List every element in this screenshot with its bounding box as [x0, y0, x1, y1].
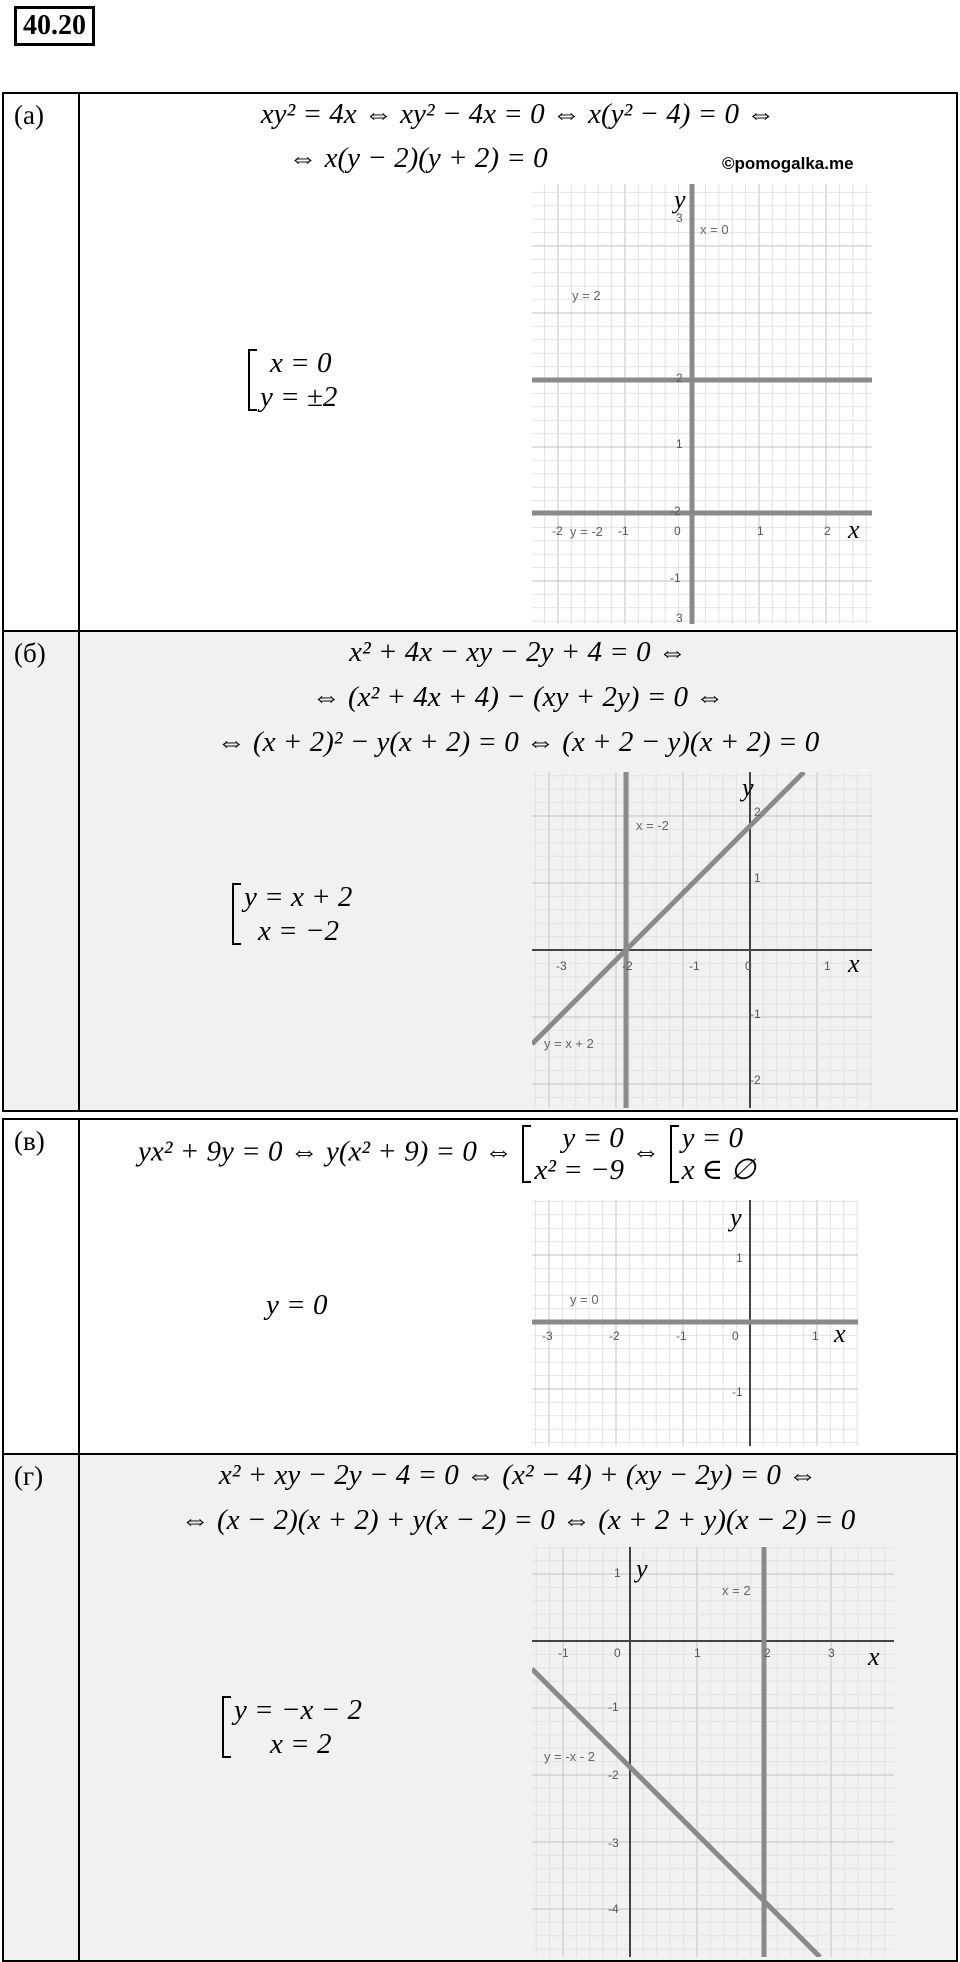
y-axis-label: y — [674, 185, 686, 214]
y-axis-label: y — [742, 773, 754, 802]
part-label: (а) — [14, 100, 44, 130]
x-tick: 3 — [828, 1646, 835, 1660]
y-axis-label: y — [636, 1554, 648, 1583]
y-tick: 2 — [676, 371, 683, 385]
answer-system — [220, 1693, 362, 1761]
answer-line: x = 0 — [270, 347, 332, 379]
x-tick: -1 — [618, 524, 629, 538]
graph-a — [532, 184, 872, 624]
graph-a-canvas — [532, 184, 872, 624]
y-tick: -4 — [608, 1902, 619, 1916]
x-tick: 0 — [732, 1329, 739, 1343]
y-tick: 1 — [754, 871, 761, 885]
part-label: (в) — [14, 1126, 45, 1156]
line-label: y = -x - 2 — [544, 1749, 595, 1764]
graph-line-y-x-2 — [532, 1669, 820, 1957]
system-line: x² = −9 — [534, 1154, 625, 1186]
x-axis-label: x — [834, 1319, 846, 1348]
equiv-arrow: ⇔ — [631, 1135, 661, 1168]
system-line: y = 0 — [562, 1122, 624, 1154]
x-tick: 1 — [812, 1329, 819, 1343]
x-axis-label: x — [868, 1642, 880, 1671]
answer-line: y = −x − 2 — [234, 1694, 362, 1726]
graph-g-canvas — [532, 1547, 894, 1957]
x-tick: 2 — [764, 1646, 771, 1660]
line-label: x = 0 — [700, 222, 729, 237]
equation-line: x² + 4x − xy − 2y + 4 = 0 ⇔ — [349, 636, 687, 668]
graph-v-canvas — [532, 1200, 858, 1446]
x-axis-label: x — [848, 949, 860, 978]
part-label: (г) — [14, 1461, 44, 1491]
answer-system — [246, 346, 337, 414]
x-tick: -2 — [552, 524, 563, 538]
line-label: y = 2 — [572, 288, 601, 303]
x-tick: 1 — [824, 959, 831, 973]
y-tick: -1 — [750, 1007, 761, 1021]
y-tick: 3 — [676, 611, 683, 624]
system-line: y = 0 — [681, 1122, 744, 1154]
x-tick: -1 — [676, 1329, 687, 1343]
equation-line: ⇔ x(y − 2)(y + 2) = 0 — [288, 142, 548, 174]
y-axis-label: y — [730, 1203, 742, 1232]
column-divider — [78, 1120, 80, 1453]
part-b — [2, 630, 958, 1112]
graph-v — [532, 1200, 858, 1446]
line-label: x = -2 — [636, 818, 669, 833]
x-tick: -3 — [542, 1329, 553, 1343]
graph-b — [532, 772, 872, 1108]
equation-line: ⇔ (x + 2)² − y(x + 2) = 0 ⇔ (x + 2 − y)(x + 2) = 0 — [216, 726, 820, 758]
graph-g — [532, 1547, 894, 1957]
x-tick: 1 — [757, 524, 764, 538]
x-tick: 1 — [694, 1646, 701, 1660]
y-tick: 3 — [676, 211, 683, 225]
answer-line: y = x + 2 — [244, 881, 353, 913]
y-tick: -3 — [608, 1836, 619, 1850]
y-tick: -2 — [750, 1073, 761, 1087]
answer-line: x = 2 — [270, 1728, 332, 1760]
y-tick: -2 — [670, 504, 681, 518]
equation-line: ⇔ (x − 2)(x + 2) + y(x − 2) = 0 ⇔ (x + 2 + y)(x − 2) = 0 — [180, 1504, 856, 1536]
x-tick: 0 — [745, 959, 752, 973]
y-tick: 1 — [736, 1251, 743, 1265]
equation-line: x² + xy − 2y − 4 = 0 ⇔ (x² − 4) + (xy − 2y) = 0 ⇔ — [218, 1459, 818, 1491]
part-a — [2, 92, 958, 632]
part-v — [2, 1118, 958, 1455]
x-axis-label: x — [848, 515, 860, 544]
y-tick: 2 — [754, 805, 761, 819]
line-label: x = 2 — [722, 1583, 751, 1598]
answer-line: y = ±2 — [260, 381, 338, 413]
system-bracket — [520, 1122, 624, 1186]
line-label: y = x + 2 — [544, 1036, 594, 1051]
equation-line: xy² = 4x ⇔ xy² − 4x = 0 ⇔ x(y² − 4) = 0 ⇔ — [260, 98, 776, 130]
part-g — [2, 1453, 958, 1962]
x-tick: 0 — [614, 1646, 621, 1660]
answer-line: y = 0 — [266, 1289, 328, 1321]
x-tick: -2 — [622, 959, 633, 973]
x-tick: -1 — [558, 1646, 569, 1660]
x-tick: -1 — [689, 959, 700, 973]
x-tick: -3 — [556, 959, 567, 973]
y-tick: 1 — [676, 437, 683, 451]
watermark: ©pomogalka.me — [722, 154, 854, 173]
part-label: (б) — [14, 638, 46, 668]
line-label: y = -2 — [570, 524, 603, 539]
x-tick: 2 — [824, 524, 831, 538]
equation-prefix: yx² + 9y = 0 ⇔ y(x² + 9) = 0 ⇔ — [138, 1135, 514, 1168]
system-bracket — [668, 1122, 756, 1186]
y-tick: -1 — [670, 571, 681, 585]
graph-b-canvas — [532, 772, 872, 1108]
y-tick: -2 — [608, 1768, 619, 1782]
system-line: x ∈ ∅ — [681, 1154, 756, 1186]
x-tick: 0 — [674, 524, 681, 538]
y-tick: -1 — [608, 1700, 619, 1714]
equation-line: ⇔ (x² + 4x + 4) − (xy + 2y) = 0 ⇔ — [311, 681, 725, 713]
y-tick: -1 — [732, 1385, 743, 1399]
line-label: y = 0 — [570, 1292, 599, 1307]
y-tick: 1 — [614, 1566, 621, 1580]
equation-line — [138, 1122, 756, 1186]
x-tick: -2 — [609, 1329, 620, 1343]
answer-system — [230, 880, 352, 948]
answer-line: x = −2 — [258, 915, 340, 947]
problem-number: 40.20 — [14, 6, 95, 46]
